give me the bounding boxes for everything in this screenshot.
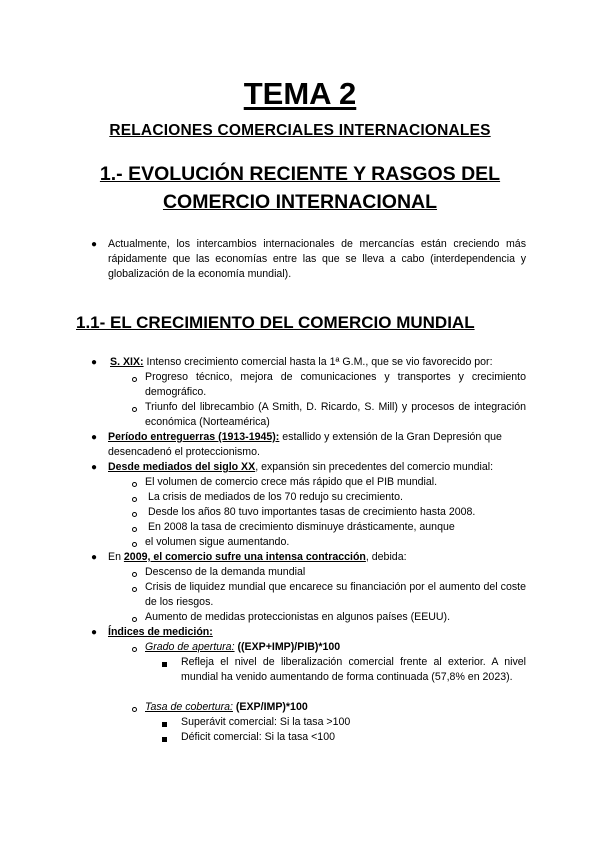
crisis2009-sub-2: Crisis de liquidez mundial que encarece su financiación por el aumento del coste de los riesgos. [145,581,526,608]
mediados-sub-4: En 2008 la tasa de crecimiento disminuye drásticamente, aunque [145,521,455,533]
circle-marker [132,617,137,622]
entreguerras-item [108,430,528,460]
circle-marker [132,542,137,547]
cobertura-formula: (EXP/IMP)*100 [232,701,308,713]
apertura-formula: ((EXP+IMP)/PIB)*100 [234,641,341,653]
mediados-sub-1: El volumen de comercio crece más rápido que el PIB mundial. [145,476,438,488]
mediados-text: , expansión sin precedentes del comercio mundial: [255,461,494,473]
crisis2009-sub-3: Aumento de medidas proteccionistas en algunos países (EEUU). [145,611,451,623]
circle-marker [132,587,137,592]
cobertura-item [145,700,535,715]
entreguerras-text: estallido y extensión de la Gran Depresión que desencadenó el proteccionismo. [108,431,502,458]
indices-label: Índices de medición: [108,626,213,638]
square-marker [162,722,167,727]
xix-sub-1: Progreso técnico, mejora de comunicaciones y transportes y crecimiento demográfico. [145,371,526,398]
mediados-sub-3: Desde los años 80 tuvo importantes tasas de crecimiento hasta 2008. [145,506,476,518]
circle-marker [132,647,137,652]
xix-label: S. XIX: [110,356,144,368]
mediados-item [108,460,538,475]
intro-paragraph: Actualmente, los intercambios internacionales de mercancías están creciendo más rápidamente que las economías entre las que se lleva a cabo (interdependencia y globalización de la economía mundial). [108,238,526,280]
bullet-marker: ● [91,357,98,368]
crisis2009-item [108,550,538,565]
circle-marker [132,407,137,412]
superavit-line: Superávit comercial: Si la tasa >100 [181,716,351,728]
apertura-description: Refleja el nivel de liberalización comercial frente al exterior. A nivel mundial ha venido aumentando de forma continuada (57,8% en 2023). [181,656,526,683]
mediados-sub-2: La crisis de mediados de los 70 redujo su crecimiento. [145,491,403,503]
entreguerras-label: Período entreguerras (1913-1945): [108,431,280,443]
bullet-marker: ● [91,239,98,250]
xix-item [110,355,540,370]
crisis2009-pre: En [108,551,124,563]
page-title: TEMA 2 [243,76,357,111]
bullet-marker: ● [91,462,98,473]
crisis2009-sub-1: Descenso de la demanda mundial [145,566,306,578]
deficit-line: Déficit comercial: Si la tasa <100 [181,731,335,743]
apertura-item [145,640,535,655]
circle-marker [132,482,137,487]
bullet-marker: ● [91,552,98,563]
circle-marker [132,377,137,382]
circle-marker [132,527,137,532]
crisis2009-text: , debida: [365,551,407,563]
bullet-marker: ● [91,627,98,638]
bullet-marker: ● [91,432,98,443]
section-1-heading: 1.- EVOLUCIÓN RECIENTE Y RASGOS DEL COMERCIO INTERNACIONAL [99,163,501,213]
xix-text: Intenso crecimiento comercial hasta la 1ª G.M., que se vio favorecido por: [143,356,493,368]
apertura-label: Grado de apertura: [145,641,235,653]
xix-sub-2: Triunfo del librecambio (A Smith, D. Ricardo, S. Mill) y procesos de integración económica (Norteamérica) [145,401,526,428]
circle-marker [132,512,137,517]
crisis2009-label: 2009, el comercio sufre una intensa contracción [123,551,366,563]
circle-marker [132,707,137,712]
section-1-1-heading: 1.1- EL CRECIMIENTO DEL COMERCIO MUNDIAL [76,313,475,332]
square-marker [162,737,167,742]
mediados-label: Desde mediados del siglo XX [108,461,256,473]
circle-marker [132,572,137,577]
mediados-sub-5: el volumen sigue aumentando. [145,536,290,548]
circle-marker [132,497,137,502]
page-subtitle: RELACIONES COMERCIALES INTERNACIONALES [109,122,491,139]
square-marker [162,662,167,667]
cobertura-label: Tasa de cobertura: [145,701,233,713]
